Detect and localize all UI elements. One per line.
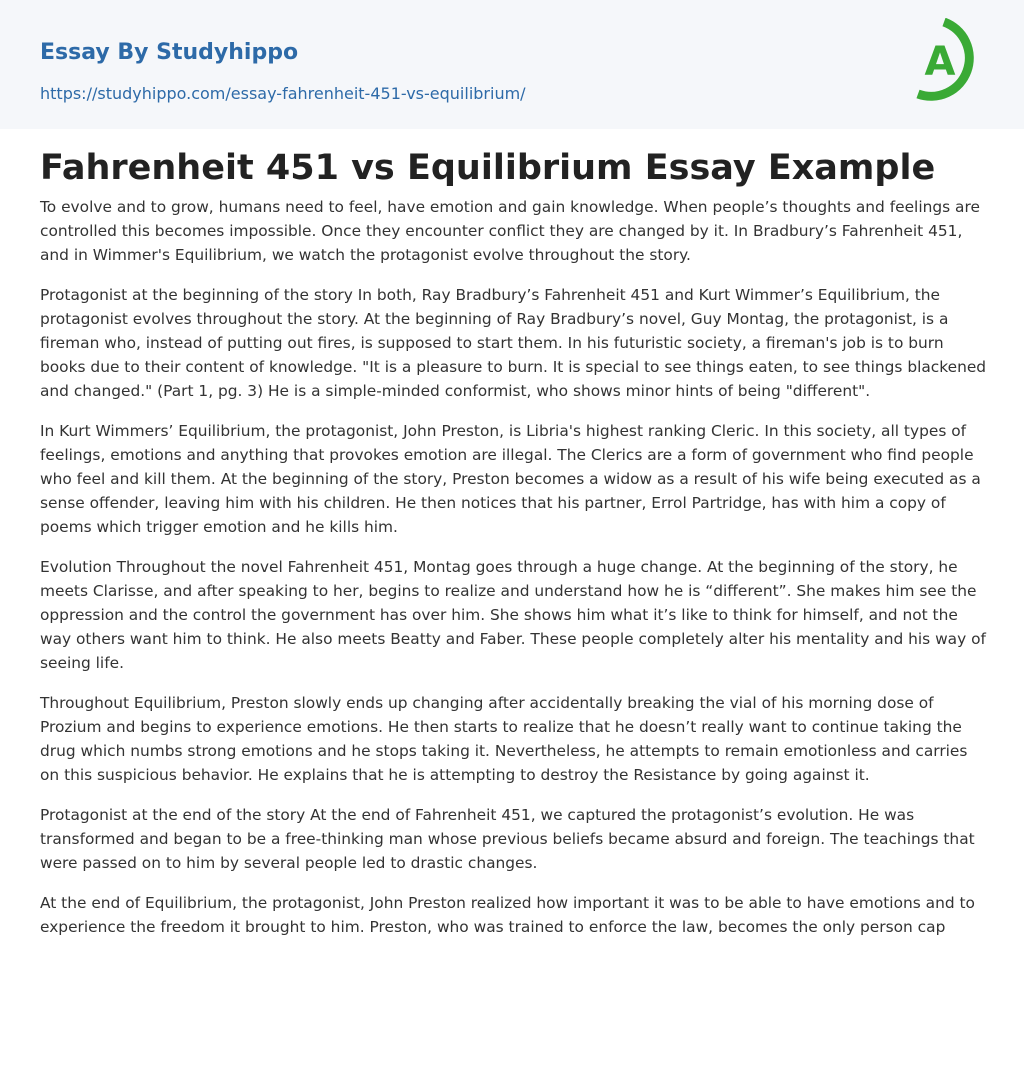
paragraph: In Kurt Wimmers’ Equilibrium, the protagonist, John Preston, is Libria's highest ranking Cleric. In this society, all types of feelings, emotions and anything that provokes emotion are illegal. The Clerics are a form of government who find people who feel and kill them. At the beginning of the story, Preston becomes a widow as a result of his wife being executed as a sense offender, leaving him with his children. He then notices that his partner, Errol Partridge, has with him a copy of poems which trigger emotion and he kills him. — [40, 422, 981, 536]
paragraph: At the end of Equilibrium, the protagonist, John Preston realized how important it was to be able to have emotions and to experience the freedom it brought to him. Preston, who was trained to enforce the law, becomes the only person cap — [40, 894, 975, 936]
studyhippo-logo-icon[interactable] — [912, 18, 988, 106]
paragraph: Protagonist at the beginning of the story In both, Ray Bradbury’s Fahrenheit 451 and Kurt Wimmer’s Equilibrium, the protagonist evolves throughout the story. At the beginning of Ray Bradbury’s novel, Guy Montag, the protagonist, is a fireman who, instead of putting out fires, is supposed to start them. In his futuristic society, a fireman's job is to burn books due to their content of knowledge. "It is a pleasure to burn. It is special to see things eaten, to see things blackened and changed." (Part 1, pg. 3) He is a simple-minded conformist, who shows minor hints of being "different". — [40, 286, 987, 400]
essay-body — [40, 195, 988, 955]
paragraph: To evolve and to grow, humans need to feel, have emotion and gain knowledge. When people’s thoughts and feelings are controlled this becomes impossible. Once they encounter conflict they are changed by it. In Bradbury’s Fahrenheit 451, and in Wimmer's Equilibrium, we watch the protagonist evolve throughout the story. — [40, 198, 980, 264]
site-header — [0, 0, 1024, 129]
paragraph: Protagonist at the end of the story At the end of Fahrenheit 451, we captured the protagonist’s evolution. He was transformed and began to be a free-thinking man whose previous beliefs became absurd and foreign. The teachings that were passed on to him by several people led to drastic changes. — [40, 806, 975, 872]
paragraph: Throughout Equilibrium, Preston slowly ends up changing after accidentally breaking the vial of his morning dose of Prozium and begins to experience emotions. He then starts to realize that he doesn’t really want to continue taking the drug which numbs strong emotions and he stops taking it. Nevertheless, he attempts to remain emotionless and carries on this suspicious behavior. He explains that he is attempting to destroy the Resistance by going against it. — [40, 694, 968, 784]
page-url-link[interactable]: https://studyhippo.com/essay-fahrenheit-451-vs-equilibrium/ — [40, 84, 526, 103]
page-title: Fahrenheit 451 vs Equilibrium Essay Example — [40, 148, 936, 188]
paragraph: Evolution Throughout the novel Fahrenheit 451, Montag goes through a huge change. At the beginning of the story, he meets Clarisse, and after speaking to her, begins to realize and understand how he is “different”. She makes him see the oppression and the control the government has over him. She shows him what it’s like to think for himself, and not the way others want him to think. He also meets Beatty and Faber. These people completely alter his mentality and his way of seeing life. — [40, 558, 986, 672]
logo-letter: A — [924, 39, 956, 85]
site-title[interactable]: Essay By Studyhippo — [40, 40, 299, 65]
